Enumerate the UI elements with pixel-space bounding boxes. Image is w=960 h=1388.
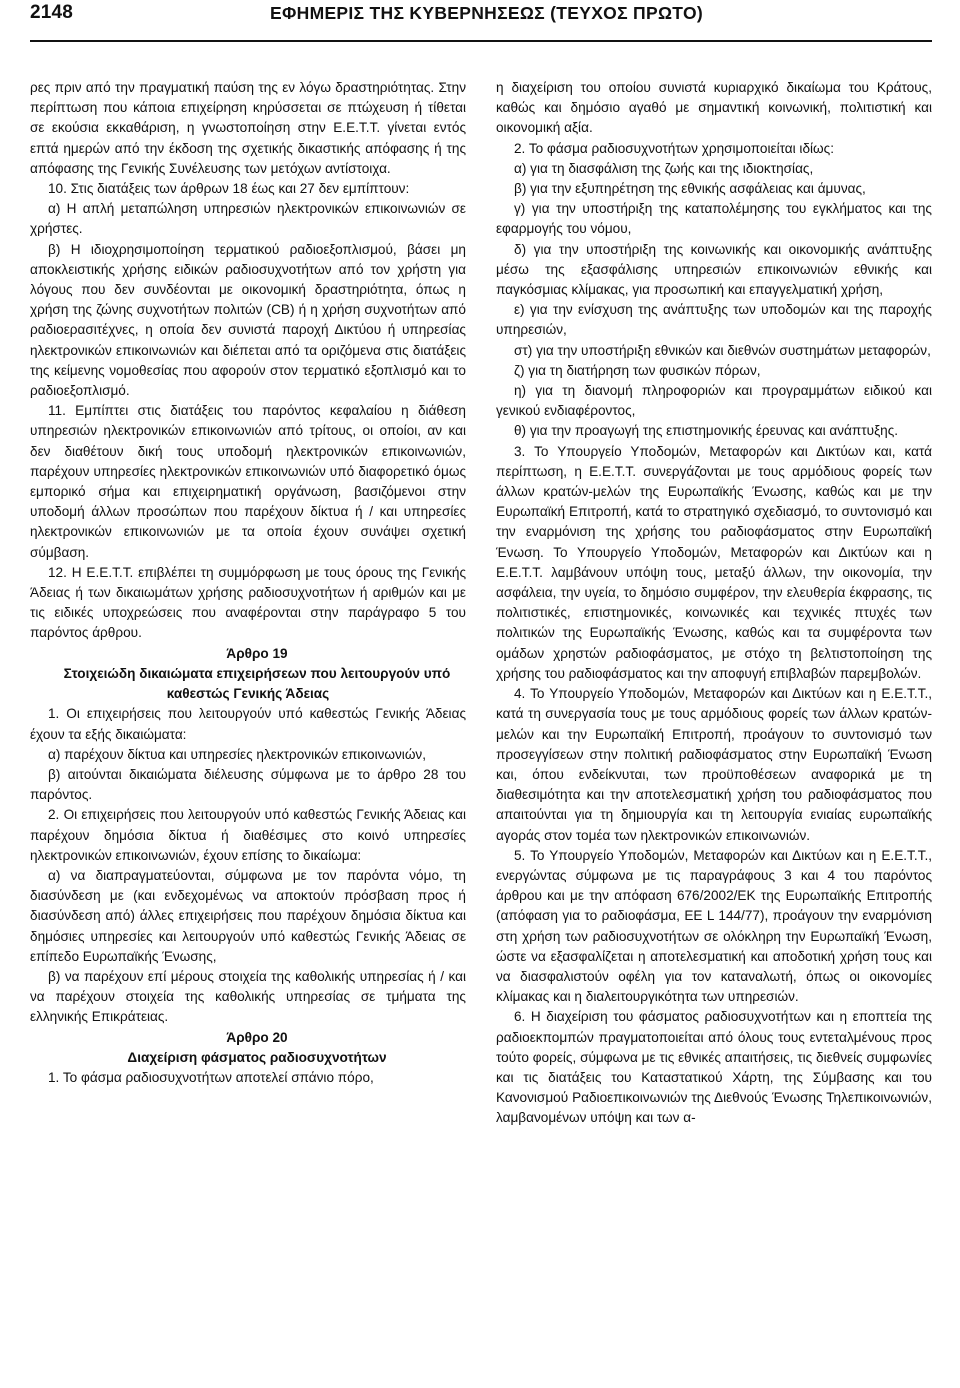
left-column [30, 78, 466, 1129]
paragraph: 1. Το φάσμα ραδιοσυχνοτήτων αποτελεί σπάνιο πόρο, [48, 1069, 374, 1085]
paragraph: 2. Το φάσμα ραδιοσυχνοτήτων χρησιμοποιείται ιδίως: [514, 140, 834, 156]
paragraph: β) να παρέχουν επί μέρους στοιχεία της καθολικής υπηρεσίας ή / και να παρέχουν στοιχεία της καθολικής υπηρεσίας σε τμήματα της ελληνικής Επικράτειας. [30, 968, 466, 1025]
paragraph: 4. Το Υπουργείο Υποδομών, Μεταφορών και Δικτύων και η Ε.Ε.Τ.Τ., κατά τη συνεργασία τους με τους αρμόδιους φορείς των άλλων κρατών-μελών και την Ευρωπαϊκή Επιτροπή, προάγουν το συντονισμό των προσεγγίσεων στην πολιτική ραδιοφάσματος στην Ευρωπαϊκή Ένωση και, όπου ενδείκνυται, των προϋποθέσεων αναφορικά με τη διαθεσιμότητα και την αποτελεσματική χρήση του ραδιοφάσματος που απαιτούνται για τη δημιουργία και τη λειτουργία ενιαίας ευρωπαϊκής αγοράς στον τομέα των ηλεκτρονικών επικοινωνιών. [496, 686, 932, 843]
paragraph: ε) για την ενίσχυση της ανάπτυξης των υποδομών και της παροχής υπηρεσιών, [496, 302, 932, 338]
article-title: Στοιχειώδη δικαιώματα επιχειρήσεων που λειτουργούν υπό καθεστώς Γενικής Άδειας [63, 665, 451, 702]
paragraph: 6. Η διαχείριση του φάσματος ραδιοσυχνοτήτων και η εποπτεία της ραδιοεκπομπών πραγματοποιείται από όλους τους εντεταλμένους προς τούτο φορείς, σύμφωνα με τις εθνικές απαιτήσεις, τις διεθνείς συμφωνίες και τις διατάξεις του Καταστατικού Χάρτη, της Σύμβασης και του Κανονισμού Ραδιοεπικοινωνιών της Διεθνούς Ένωσης Τηλεπικοινωνιών, λαμβανομένων υπόψη και των α- [496, 1009, 932, 1126]
paragraph: 2. Οι επιχειρήσεις που λειτουργούν υπό καθεστώς Γενικής Άδειας και παρέχουν δημόσια δίκτυα ή διαθέσιμες στο κοινό υπηρεσίες ηλεκτρονικών επικοινωνιών, έχουν επίσης το δικαίωμα: [30, 807, 466, 863]
journal-title: ΕΦΗΜΕΡΙΣ ΤΗΣ ΚΥΒΕΡΝΗΣΕΩΣ (ΤΕΥΧΟΣ ΠΡΩΤΟ) [270, 3, 704, 23]
paragraph: α) για τη διασφάλιση της ζωής και της ιδιοκτησίας, [514, 160, 814, 176]
paragraph: 10. Στις διατάξεις των άρθρων 18 έως και 27 δεν εμπίπτουν: [48, 181, 410, 197]
article-title: Διαχείριση φάσματος ραδιοσυχνοτήτων [127, 1049, 387, 1065]
text-columns [30, 78, 932, 1129]
continued-paragraph: η διαχείριση του οποίου συνιστά κυριαρχικό δικαίωμα του Κράτους, καθώς και δημόσιο αγαθό με σημαντική κοινωνική, πολιτιστική και οικονομική αξία. [496, 80, 932, 136]
paragraph: β) αιτούνται δικαιώματα διέλευσης σύμφωνα με το άρθρο 28 του παρόντος. [30, 766, 466, 803]
paragraph: ζ) για τη διατήρηση των φυσικών πόρων, [514, 362, 761, 378]
page-number: 2148 [30, 2, 74, 23]
paragraph: β) Η ιδιοχρησιμοποίηση τερματικού ραδιοεξοπλισμού, βάσει μη αποκλειστικής χρήσης ειδικών ραδιοσυχνοτήτων από τον χρήστη για λόγους που δεν συνδέονται με οικονομική δραστηριότητα, όπως η χρήση της ζώνης συχνοτήτων πολιτών (CB) ή η χρήση συχνοτήτων από ραδιοερασιτέχνες, η οποία δεν συνιστά παροχή Δικτύου ή υπηρεσίας ηλεκτρονικών επικοινωνιών και διέπεται από τα οριζόμενα στις διατάξεις της κείμενης νομοθεσίας που αφορούν στον τερματικό εξοπλισμό και το ραδιοεξοπλισμό. [30, 241, 466, 399]
paragraph: θ) για την προαγωγή της επιστημονικής έρευνας και ανάπτυξης. [514, 423, 899, 439]
right-column [496, 78, 932, 1129]
continued-paragraph: ρες πριν από την πραγματική παύση της εν λόγω δραστηριότητας. Στην περίπτωση που κάποια επιχείρηση κηρύσσεται σε πτώχευση ή τίθεται σε εκούσια εκκαθάριση, η γνωστοποίηση στην Ε.Ε.Τ.Τ. γίνεται εντός επτά ημερών από την έκδοση της σχετικής δικαστικής απόφασης ή της απόφασης της Γενικής Συνέλευσης των μετόχων αντίστοιχα. [30, 80, 466, 176]
paragraph: α) να διαπραγματεύονται, σύμφωνα με τον παρόντα νόμο, τη διασύνδεση με (και ενδεχομένως να αποκτούν πρόσβαση προς ή διασύνδεση από) άλλες επιχειρήσεις που παρέχουν δημόσια δίκτυα και δημόσιες υπηρεσίες και λειτουργούν υπό καθεστώς Γενικής Άδειας σε επίπεδο Ευρωπαϊκής Ένωσης, [30, 867, 466, 964]
paragraph: 12. Η Ε.Ε.Τ.Τ. επιβλέπει τη συμμόρφωση με τους όρους της Γενικής Άδειας ή των δικαιωμάτων χρήσης ραδιοσυχνοτήτων ή αριθμών και με τις ειδικές υποχρεώσεις που αναφέρονται στην παράγραφο 5 του παρόντος άρθρου. [30, 564, 466, 641]
paragraph: δ) για την υποστήριξη της κοινωνικής και οικονομικής ανάπτυξης μέσω της εξασφάλισης υπηρεσιών επικοινωνιών εθνικής και παγκόσμιας κλίμακας, για προσωπική και επαγγελματική χρήση, [496, 241, 932, 298]
paragraph: 5. Το Υπουργείο Υποδομών, Μεταφορών και Δικτύων και η Ε.Ε.Τ.Τ., ενεργώντας σύμφωνα με τις παραγράφους 3 και 4 του παρόντος άρθρου και με την απόφαση 676/2002/ΕΚ της Ευρωπαϊκής Επιτροπής (απόφαση για το ραδιοφάσμα, ΕΕ L 144/77), προάγουν την εναρμόνιση στη χρήση των ραδιοσυχνοτήτων σε ολόκληρη την Ευρωπαϊκή Ένωση, ώστε να εξασφαλίζεται η αποτελεσματική και αποδοτική χρήση τους και να διασφαλιστούν οφέλη για τον καταναλωτή, όπως οι οικονομίες κλίμακας και η διαλειτουργικότητα των υπηρεσιών. [496, 847, 932, 1005]
article-number: Άρθρο 20 [226, 1029, 288, 1045]
paragraph: γ) για την υποστήριξη της καταπολέμησης του εγκλήματος και της εφαρμογής του νόμου, [496, 201, 932, 237]
paragraph: η) για τη διανομή πληροφοριών και προγραμμάτων ειδικού και γενικού ενδιαφέροντος, [496, 383, 932, 419]
page-header [30, 0, 932, 42]
paragraph: 1. Οι επιχειρήσεις που λειτουργούν υπό καθεστώς Γενικής Άδειας έχουν τα εξής δικαιώματα: [30, 706, 466, 742]
paragraph: 11. Εμπίπτει στις διατάξεις του παρόντος κεφαλαίου η διάθεση υπηρεσιών ηλεκτρονικών επικοινωνιών από τρίτους, οι οποίοι, αν και δεν διαθέτουν δική τους υποδομή ηλεκτρονικών επικοινωνιών, παρέχουν υπηρεσίες ηλεκτρονικών επικοινωνιών υπό διαφορετικό όμως εμπορικό σήμα και επιχειρηματική οργάνωση, βασιζόμενοι στην υποδομή άλλων προσώπων που παρέχουν δίκτυα ή / και υπηρεσίες ηλεκτρονικών επικοινωνιών με τα οποία έχουν συνάψει σχετική σύμβαση. [30, 403, 466, 560]
paragraph: στ) για την υποστήριξη εθνικών και διεθνών συστημάτων μεταφορών, [514, 342, 931, 358]
article-number: Άρθρο 19 [226, 645, 288, 661]
paragraph: α) παρέχουν δίκτυα και υπηρεσίες ηλεκτρονικών επικοινωνιών, [48, 746, 427, 762]
paragraph: β) για την εξυπηρέτηση της εθνικής ασφάλειας και άμυνας, [514, 181, 866, 197]
paragraph: 3. Το Υπουργείο Υποδομών, Μεταφορών και Δικτύων και, κατά περίπτωση, η Ε.Ε.Τ.Τ. συνεργάζονται με τους αρμόδιους φορείς των άλλων κρατών-μελών της Ευρωπαϊκής Ένωσης, καθώς και με την Ευρωπαϊκή Επιτροπή, κατά το στρατηγικό σχεδιασμό, το συντονισμό και την εναρμόνιση της χρήσης του ραδιοφάσματος στην Ευρωπαϊκή Ένωση. Το Υπουργείο Υποδομών, Μεταφορών και Δικτύων και η Ε.Ε.Τ.Τ. λαμβάνουν υπόψη τους, μεταξύ άλλων, την οικονομία, την ασφάλεια, την υγεία, το δημόσιο συμφέρον, την ελευθερία έκφρασης, τις πολιτιστικές, επιστημονικές, κοινωνικές και τεχνικές πτυχές των πολιτικών της Ευρωπαϊκής Ένωσης, καθώς και τα συμφέροντα των ομάδων χρηστών ραδιοφάσματος, με στόχο τη βελτιστοποίηση της χρήσης του ραδιοφάσματος και την αποφυγή επιβλαβών παρεμβολών. [496, 443, 932, 681]
paragraph: α) Η απλή μεταπώληση υπηρεσιών ηλεκτρονικών επικοινωνιών σε χρήστες. [30, 201, 466, 237]
